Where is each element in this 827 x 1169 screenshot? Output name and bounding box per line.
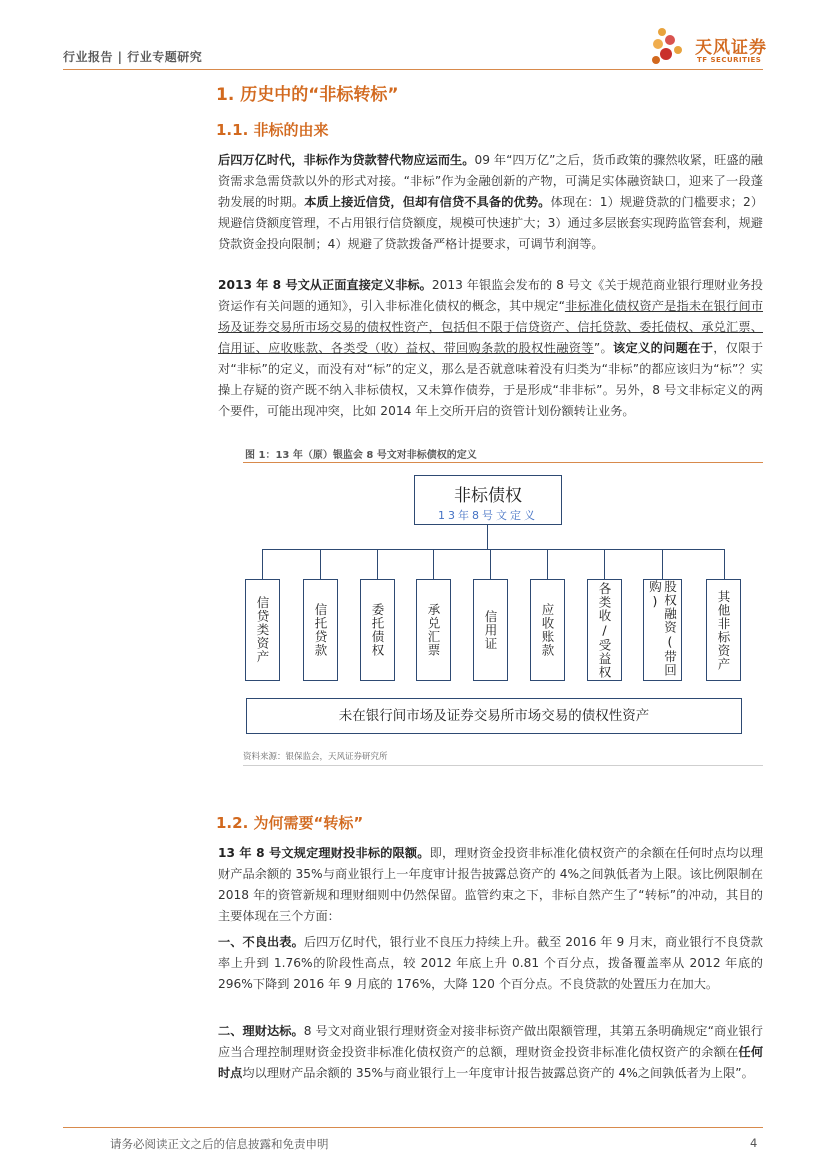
underlined-definition: 非标准化债权资产是指未在银行间市场及证券交易所市场交易的债权性资产，包括但不限于信贷资产、信托贷款、委托债权、承兑汇票、信用证、应收账款、各类受（收）益权、带回购条款的股权性融资等 <box>218 299 764 355</box>
key-point: 2013 年 8 号文从正面直接定义非标。 <box>218 278 432 292</box>
key-point: 后四万亿时代，非标作为贷款替代物应运而生。 <box>218 153 475 167</box>
diagram-root-box <box>414 475 562 525</box>
logo-mark-icon <box>648 26 696 70</box>
paragraph-npl: 一、不良出表。后四万亿时代，银行业不良压力持续上升。截至 2016 年 9 月末，商业银行不良贷款率上升到 1.76%的阶段性高点，较 2012 年底上升 0.81 个百分点，拨备覆盖率从 2012 年底的 296%下降到 2016 年 9 月底的 176%，大降 120 个百分点。不良贷款的处置压力在加大。 <box>218 935 763 991</box>
section-title: 1. 历史中的“非标转标” <box>216 85 399 105</box>
key-point: 一、不良出表。 <box>218 935 304 949</box>
subsection-title: 1.2. 为何需要“转标” <box>216 814 364 832</box>
key-point: 13 年 8 号文规定理财投非标的限额。 <box>218 846 430 860</box>
diagram-leaf-box: 股权融资(带回购) <box>643 579 682 681</box>
connector-line <box>262 549 263 579</box>
key-point: 二、理财达标。 <box>218 1024 304 1038</box>
connector-line <box>262 549 725 550</box>
key-point: 任何时点 <box>218 1045 764 1080</box>
footer-divider <box>63 1127 763 1128</box>
connector-line <box>320 549 321 579</box>
diagram-root-title: 非标债权 <box>454 486 522 506</box>
connector-line <box>662 549 663 579</box>
connector-line <box>604 549 605 579</box>
footer-disclaimer: 请务必阅读正文之后的信息披露和免责申明 <box>110 1137 329 1151</box>
diagram-leaf-box: 信托贷款 <box>303 579 338 681</box>
diagram-leaf-box: 其他非标资产 <box>706 579 741 681</box>
connector-line <box>724 549 725 579</box>
key-point: 本质上接近信贷，但却有信贷不具备的优势。 <box>304 195 551 209</box>
connector-line <box>487 525 488 549</box>
diagram-bottom-box: 未在银行间市场及证券交易所市场交易的债权性资产 <box>246 698 742 734</box>
connector-line <box>547 549 548 579</box>
diagram-leaf-box: 委托债权 <box>360 579 395 681</box>
paragraph-wmp: 二、理财达标。8 号文对商业银行理财资金对接非标资产做出限额管理，其第五条明确规定“商业银行应当合理控制理财资金投资非标准化债权资产的总额，理财资金投资非标准化债权资产的余额在任何时点均以理财产品余额的 35%与商业银行上一年度审计报告披露总资产的 4%之间孰低者为上限”。 <box>218 1024 764 1080</box>
subsection-title: 1.1. 非标的由来 <box>216 121 329 139</box>
connector-line <box>490 549 491 579</box>
diagram-root-subtitle: 13年8号文定义 <box>438 509 538 522</box>
header-divider <box>63 69 763 70</box>
diagram-leaf-box: 各类收/受益权 <box>587 579 622 681</box>
paragraph-origin: 后四万亿时代，非标作为贷款替代物应运而生。09 年“四万亿”之后，货币政策的骤然收紧，旺盛的融资需求急需贷款以外的形式对接。“非标”作为金融创新的产物，可满足实体融资缺口，迎来了一段蓬勃发展的时期。本质上接近信贷，但却有信贷不具备的优势。体现在：1）规避贷款的门槛要求；2）规避信贷额度管理，不占用银行信贷额度，规模可快速扩大；3）通过多层嵌套实现跨监管套利，规避贷款资金投向限制；4）规避了贷款拨备严格计提要求，可调节利润等。 <box>218 153 764 251</box>
page-number: 4 <box>750 1136 758 1150</box>
paragraph-definition: 2013 年 8 号文从正面直接定义非标。2013 年银监会发布的 8 号文《关于规范商业银行理财业务投资运作有关问题的通知》，引入非标准化债权的概念，其中规定“非标准化债权资产是指未在银行间市场及证券交易所市场交易的债权性资产，包括但不限于信贷资产、信托贷款、委托债权、承兑汇票、信用证、应收账款、各类受（收）益权、带回购条款的股权性融资等”。该定义的问题在于，仅限于对“非标”的定义，而没有对“标”的定义，那么是否就意味着没有归类为“非标”的都应该归为“标”？实操上存疑的资产既不纳入非标债权，又未算作债券，于是形成“非非标”。另外，8 号文非标定义的两个要件，可能出现冲突，比如 2014 年上交所开启的资管计划份额转让业务。 <box>218 278 764 418</box>
figure-divider <box>243 462 763 463</box>
paragraph-limit: 13 年 8 号文规定理财投非标的限额。即，理财资金投资非标准化债权资产的余额在任何时点均以理财产品余额的 35%与商业银行上一年度审计报告披露总资产的 4%之间孰低者为上限。该比例限制在 2018 年的资管新规和理财细则中仍然保留。监管约束之下，非标自然产生了“转标”的冲动，其目的主要体现在三个方面： <box>218 846 764 923</box>
source-divider <box>243 765 763 766</box>
figure-source: 资料来源：银保监会，天风证券研究所 <box>243 752 388 762</box>
key-point: 该定义的问题在于 <box>613 341 714 355</box>
report-category: 行业报告 | 行业专题研究 <box>63 50 203 64</box>
diagram-leaf-box: 应收账款 <box>530 579 565 681</box>
diagram-leaf-box: 信贷类资产 <box>245 579 280 681</box>
figure-title: 图 1：13 年（原）银监会 8 号文对非标债权的定义 <box>245 450 477 461</box>
connector-line <box>433 549 434 579</box>
diagram-leaf-box: 信用证 <box>473 579 508 681</box>
diagram-leaf-box: 承兑汇票 <box>416 579 451 681</box>
logo-text-cn: 天风证券 <box>695 38 767 58</box>
logo-text-en: TF SECURITIES <box>697 56 762 64</box>
connector-line <box>377 549 378 579</box>
